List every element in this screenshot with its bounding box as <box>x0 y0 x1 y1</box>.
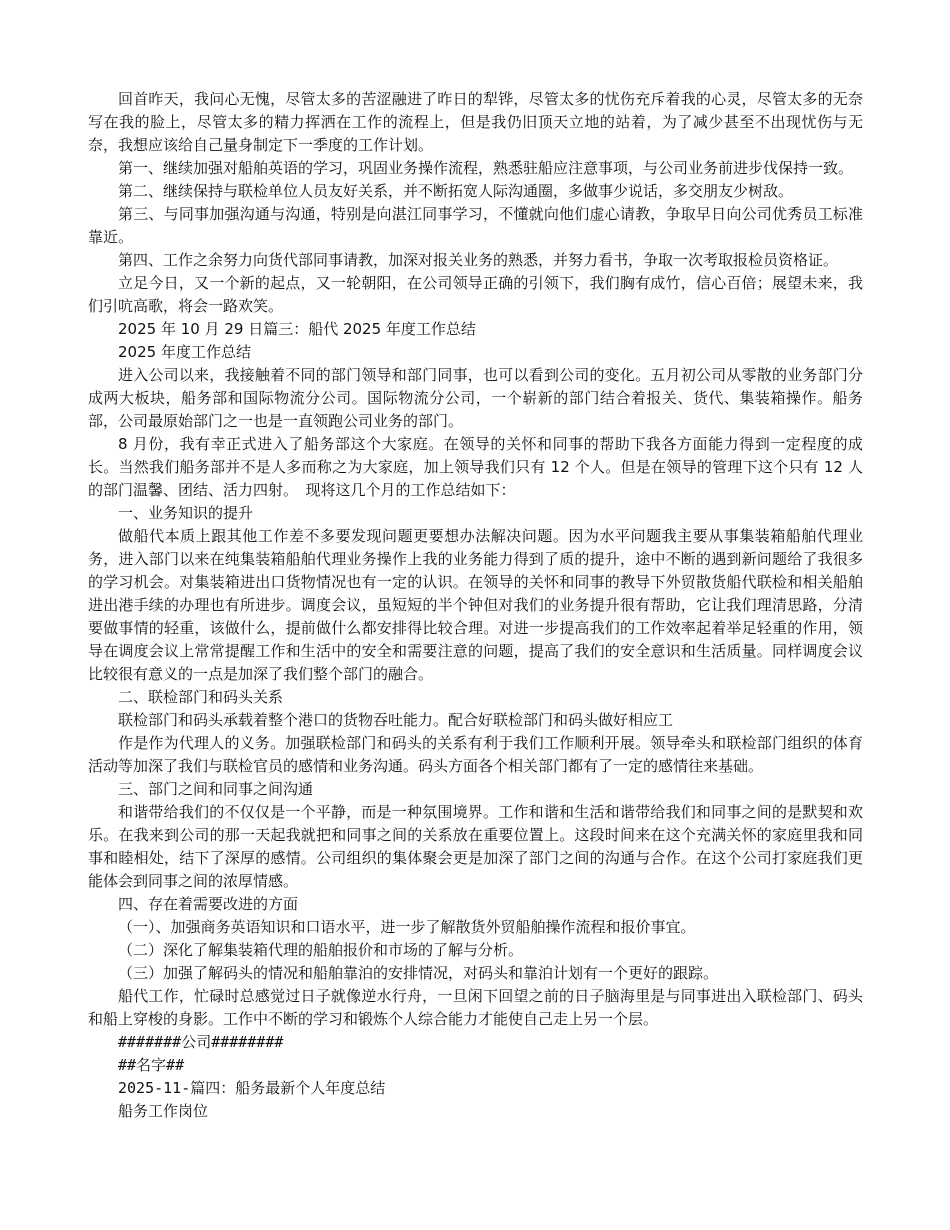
section-heading-1: 一、业务知识的提升 <box>118 504 254 522</box>
section-heading-4: 四、存在着需要改进的方面 <box>118 895 299 913</box>
plan-item-4: 第四、工作之余努力向货代部同事请教，加深对报关业务的熟悉，并努力看书，争取一次考取报检员资格证。 <box>118 251 839 269</box>
improvement-item-3: （三）加强了解码头的情况和船舶靠泊的安排情况，对码头和靠泊计划有一个更好的跟踪。 <box>118 964 719 982</box>
paragraph-inspection-line-2: 作是作为代理人的义务。加强联检部门和码头的关系有利于我们工作顺利开展。领导牵头和联检部门组织的体育活动等加深了我们与联检官员的感情和业务沟通。码头方面各个相关部门都有了一定的感情往来基础。 <box>88 734 863 775</box>
paragraph-inspection-line-1: 联检部门和码头承载着整个港口的货物吞吐能力。配合好联检部门和码头做好相应工 <box>118 711 674 729</box>
paragraph-business-knowledge: 做船代本质上跟其他工作差不多要发现问题更要想办法解决问题。因为水平问题我主要从事集装箱船舶代理业务，进入部门以来在纯集装箱船舶代理业务操作上我的业务能力得到了质的提升，途中不断的遇到新问题给了我很多的学习机会。对集装箱进出口货物情况也有一定的认识。在领导的关怀和同事的教导下外贸散货船代联检和相关船舶进出港手续的办理也有所进步。调度会议，虽短短的半个钟但对我们的业务提升很有帮助，它让我们理清思路，分清要做事情的轻重，该做什么，提前做什么都安排得比较合理。对进一步提高我们的工作效率起着举足轻重的作用，领导在调度会议上常常提醒工作和生活中的安全和需要注意的问题，提高了我们的安全意识和生活质量。同样调度会议比较很有意义的一点是加深了我们整个部门的融合。 <box>88 527 863 683</box>
name-placeholder: ##名字## <box>118 1056 185 1074</box>
article-4-subtitle: 船务工作岗位 <box>118 1102 209 1120</box>
plan-item-3: 第三、与同事加强沟通与沟通，特别是向湛江同事学习，不懂就向他们虚心请教，争取早日向公司优秀员工标准靠近。 <box>88 205 863 246</box>
paragraph-closing: 船代工作，忙碌时总感觉过日子就像逆水行舟，一旦闲下回望之前的日子脑海里是与同事进出入联检部门、码头和船上穿梭的身影。工作中不断的学习和锻炼个人综合能力才能使自己走上另一个层。 <box>88 987 863 1028</box>
improvement-item-1: （一）、加强商务英语知识和口语水平，进一步了解散货外贸船舶操作流程和报价事宜。 <box>118 918 696 936</box>
article-4-heading: 2025-11-篇四：船务最新个人年度总结 <box>118 1079 386 1097</box>
plan-item-2: 第二、继续保持与联检单位人员友好关系，并不断拓宽人际沟通圈，多做事少说话，多交朋友少树敌。 <box>118 182 794 200</box>
paragraph-outlook: 立足今日，又一个新的起点，又一轮朝阳，在公司领导正确的引领下，我们胸有成竹，信心百倍；展望未来，我们引吭高歌，将会一路欢笑。 <box>88 274 863 315</box>
improvement-item-2: （二）深化了解集装箱代理的船舶报价和市场的了解与分析。 <box>118 941 524 959</box>
article-3-title: 2025 年度工作总结 <box>118 343 251 361</box>
paragraph-reflection: 回首昨天，我问心无愧，尽管太多的苦涩融进了昨日的犁铧，尽管太多的忧伤充斥着我的心灵，尽管太多的无奈写在我的脸上，尽管太多的精力挥洒在工作的流程上，但是我仍旧顶天立地的站着，为了减少甚至不出现忧伤与无奈，我想应该给自己量身制定下一季度的工作计划。 <box>88 90 863 154</box>
paragraph-company-intro: 进入公司以来，我接触着不同的部门领导和部门同事，也可以看到公司的变化。五月初公司从零散的业务部门分成两大板块，船务部和国际物流分公司。国际物流分公司，一个崭新的部门结合着报关、货代、集装箱操作。船务部，公司最原始部门之一也是一直领跑公司业务的部门。 <box>88 366 863 430</box>
section-heading-3: 三、部门之间和同事之间沟通 <box>118 780 314 798</box>
paragraph-joining: 8 月份，我有幸正式进入了船务部这个大家庭。在领导的关怀和同事的帮助下我各方面能力得到一定程度的成长。当然我们船务部并不是人多而称之为大家庭，加上领导我们只有 12 个人。但是在领导的管理下这个只有 12 人的部门温馨、团结、活力四射。 现将这几个月的工作总结如下： <box>88 435 863 499</box>
plan-item-1: 第一、继续加强对船舶英语的学习，巩固业务操作流程，熟悉驻船应注意事项，与公司业务前进步伐保持一致。 <box>118 159 854 177</box>
section-heading-2: 二、联检部门和码头关系 <box>118 688 284 706</box>
company-placeholder: #######公司######## <box>118 1033 284 1051</box>
article-3-heading: 2025 年 10 月 29 日篇三：船代 2025 年度工作总结 <box>118 320 476 338</box>
paragraph-communication: 和谐带给我们的不仅仅是一个平静，而是一种氛围境界。工作和谐和生活和谐带给我们和同事之间的是默契和欢乐。在我来到公司的那一天起我就把和同事之间的关系放在重要位置上。这段时间来在这个充满关怀的家庭里我和同事和睦相处，结下了深厚的感情。公司组织的集体聚会更是加深了部门之间的沟通与合作。在这个公司打家庭我们更能体会到同事之间的浓厚情感。 <box>88 803 863 890</box>
